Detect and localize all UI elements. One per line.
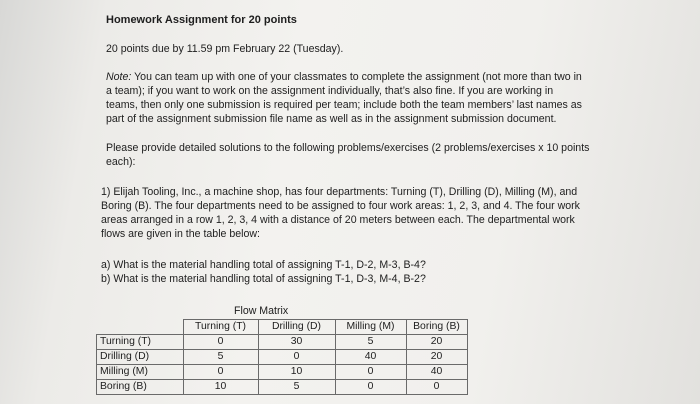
note-line-2: a team); if you want to work on the assignment individually, that’s also fine. If you are working in: [106, 85, 554, 97]
table-cell: 10: [258, 365, 335, 380]
table-cell: 20: [406, 335, 467, 350]
table-cell: 40: [335, 350, 406, 365]
assignment-title: Homework Assignment for 20 points: [106, 14, 297, 26]
table-cell: 30: [258, 335, 335, 350]
due-date-line: 20 points due by 11.59 pm February 22 (Tuesday).: [106, 43, 344, 55]
note-line-1: [106, 70, 582, 84]
flow-matrix-corner: [97, 320, 184, 335]
table-cell: 20: [406, 350, 467, 365]
table-cell: 0: [183, 365, 258, 380]
flow-matrix-title: Flow Matrix: [234, 305, 289, 317]
problem-line-4: flows are given in the table below:: [101, 228, 260, 240]
note-line-4: part of the assignment submission file name as well as in the assignment submission document.: [106, 113, 557, 125]
table-cell: 5: [183, 350, 258, 365]
column-header-milling: Milling (M): [335, 320, 406, 335]
table-row: [97, 380, 468, 395]
table-cell: 5: [335, 335, 406, 350]
table-cell: 0: [183, 335, 258, 350]
row-header-drilling: Drilling (D): [97, 350, 184, 365]
column-header-drilling: Drilling (D): [258, 320, 335, 335]
problem-line-1: 1) Elijah Tooling, Inc., a machine shop, has four departments: Turning (T), Drilling (D), Milling (M), and: [101, 186, 578, 198]
request-line-1: Please provide detailed solutions to the following problems/exercises (2 problems/exercises x 10 points: [106, 142, 590, 154]
table-row: [97, 350, 468, 365]
note-text-1: You can team up with one of your classmates to complete the assignment (not more than two in: [134, 71, 582, 83]
row-header-boring: Boring (B): [97, 380, 184, 395]
note-label: Note:: [106, 71, 132, 83]
table-cell: 10: [183, 380, 258, 395]
column-header-boring: Boring (B): [406, 320, 467, 335]
note-line-3: teams, then only one submission is required per team; include both the team members’ last names as: [106, 99, 582, 111]
table-cell: 0: [335, 380, 406, 395]
subquestion-b: b) What is the material handling total of assigning T-1, D-3, M-4, B-2?: [101, 273, 426, 285]
column-header-turning: Turning (T): [183, 320, 258, 335]
table-cell: 0: [406, 380, 467, 395]
table-cell: 5: [258, 380, 335, 395]
row-header-turning: Turning (T): [97, 335, 184, 350]
problem-line-3: areas arranged in a row 1, 2, 3, 4 with a distance of 20 meters between each. The departmental work: [101, 214, 575, 226]
subquestion-a: a) What is the material handling total of assigning T-1, D-2, M-3, B-4?: [101, 259, 426, 271]
problem-line-2: Boring (B). The four departments need to be assigned to four work areas: 1, 2, 3, and 4. The four work: [101, 200, 580, 212]
table-row: [97, 365, 468, 380]
flow-matrix-header-row: [97, 320, 468, 335]
request-line-2: each):: [106, 156, 136, 168]
table-cell: 0: [258, 350, 335, 365]
row-header-milling: Milling (M): [97, 365, 184, 380]
table-row: [97, 335, 468, 350]
table-cell: 0: [335, 365, 406, 380]
table-cell: 40: [406, 365, 467, 380]
flow-matrix-table: [96, 319, 468, 395]
